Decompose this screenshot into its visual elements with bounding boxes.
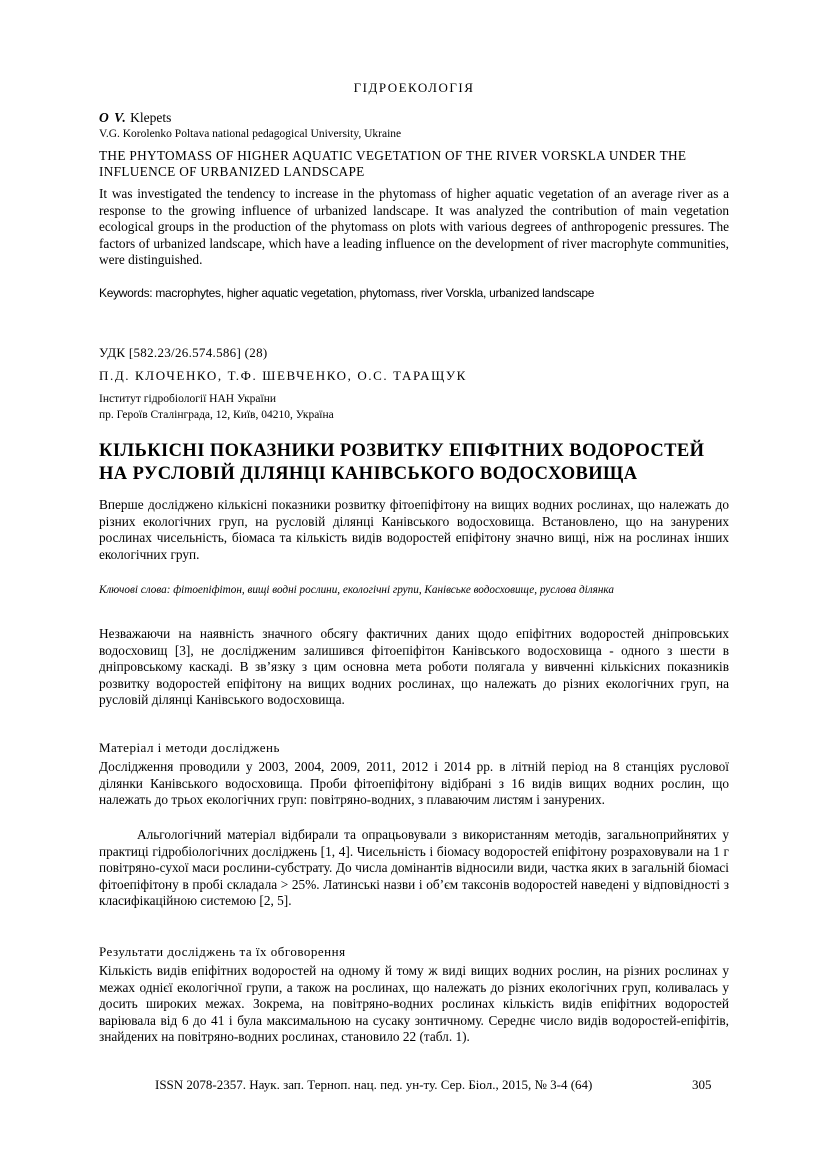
article1-affiliation: V.G. Korolenko Poltava national pedagogical University, Ukraine <box>99 128 402 140</box>
methods-heading: Матеріал і методи досліджень <box>99 740 280 755</box>
article2-affiliation <box>99 391 729 423</box>
intro-paragraph: Незважаючи на наявність значного обсягу фактичних даних щодо епіфітних водоростей дніпровських водосховищ [3], не дослідженим залишився фітоепіфітон Канівського водосховища - одного з шести в дніпровському каскаді. В зв’язку з цим основна мета роботи полягала у вивченні кількісних показників розвитку водоростей епіфітону на вищих водних рослинах, що належать до різних екологічних груп, на русловій ділянці Канівського водосховища. <box>99 626 729 708</box>
article2-abstract: Вперше досліджено кількісні показники розвитку фітоепіфітону на вищих водних рослинах, що належать до різних екологічних груп, на русловій ділянці Канівського водосховища. Встановлено, що на занурених рослинах чисельність, біомаса та кількість видів водоростей епіфітону значно вищі, ніж на рослинах інших екологічних груп. <box>99 497 729 562</box>
article2-address: пр. Героїв Сталінграда, 12, Київ, 04210, Україна <box>99 409 334 421</box>
article2-keywords: Ключові слова: фітоепіфітон, вищі водні рослини, екологічні групи, Канівське водосховище, руслова ділянка <box>99 584 614 596</box>
page-number: 305 <box>692 1077 712 1092</box>
article1-title: THE PHYTOMASS OF HIGHER AQUATIC VEGETATION OF THE RIVER VORSKLA UNDER THE INFLUENCE OF URBANIZED LANDSCAPE <box>99 148 687 180</box>
results-paragraph-1: Кількість видів епіфітних водоростей на одному й тому ж виді вищих водних рослин, на різних рослинах у межах однієї екологічної групи, а також на рослинах, що належать до різних екологічних груп, коливалась у досить широких межах. Зокрема, на повітряно-водних рослинах кількість видів епіфітних водоростей варіювала від 6 до 41 і була максимальною на сусаку зонтичному. Середнє число видів водоростей-епіфітів, знайдених на повітряно-водних рослинах, становило 22 (табл. 1). <box>99 963 729 1045</box>
article2-authors: П.Д. КЛОЧЕНКО, Т.Ф. ШЕВЧЕНКО, О.С. ТАРАЩУК <box>99 368 467 383</box>
article2-institute: Інститут гідробіології НАН України <box>99 393 277 405</box>
udc-code: УДК [582.23/26.574.586] (28) <box>99 345 268 360</box>
article1-keywords: Keywords: macrophytes, higher aquatic vegetation, phytomass, river Vorskla, urbanized landscape <box>99 286 595 300</box>
methods-paragraph-1: Дослідження проводили у 2003, 2004, 2009, 2011, 2012 і 2014 рр. в літній період на 8 станціях руслової ділянки Канівського водосховища. Проби фітоепіфітону відібрані з 16 видів вищих водних рослин, що належать до трьох екологічних груп: повітряно-водних, з плаваючим листям і занурених. <box>99 759 729 808</box>
article1-abstract: It was investigated the tendency to increase in the phytomass of higher aquatic vegetation of an average river as a response to the growing influence of urbanized landscape. It was analyzed the contribution of main vegetation ecological groups in the production of the phytomass on plots with various degrees of anthropogenic pressures. The factors of urbanized landscape, which have a leading influence on the development of river macrophyte communities, were distinguished. <box>99 186 729 268</box>
article2-title: КІЛЬКІСНІ ПОКАЗНИКИ РОЗВИТКУ ЕПІФІТНИХ ВОДОРОСТЕЙ НА РУСЛОВІЙ ДІЛЯНЦІ КАНІВСЬКОГО ВОДОСХОВИЩА <box>99 441 705 484</box>
article1-author-surname: Klepets <box>130 110 172 125</box>
results-heading: Результати досліджень та їх обговорення <box>99 944 346 959</box>
article1-author-initials: O V. <box>99 110 127 125</box>
article1-author <box>99 110 729 126</box>
footer-citation: ISSN 2078-2357. Наук. зап. Терноп. нац. пед. ун-ту. Сер. Біол., 2015, № 3-4 (64) <box>155 1077 593 1092</box>
section-header: ГІДРОЕКОЛОГІЯ <box>353 80 475 95</box>
methods-paragraph-2: Альгологічний матеріал відбирали та опрацьовували з використанням методів, загальноприйнятих у практиці гідробіологічних досліджень [1, 4]. Чисельність і біомасу водоростей епіфітону розраховували на 1 г повітряно-сухої маси рослини-субстрату. До числа домінантів відносили види, частка яких в загальній біомасі фітоепіфітону в пробі складала > 25%. Латинські назви і об’єм таксонів водоростей наведені у відповідності з класифікаційною системою [2, 5]. <box>99 827 729 909</box>
